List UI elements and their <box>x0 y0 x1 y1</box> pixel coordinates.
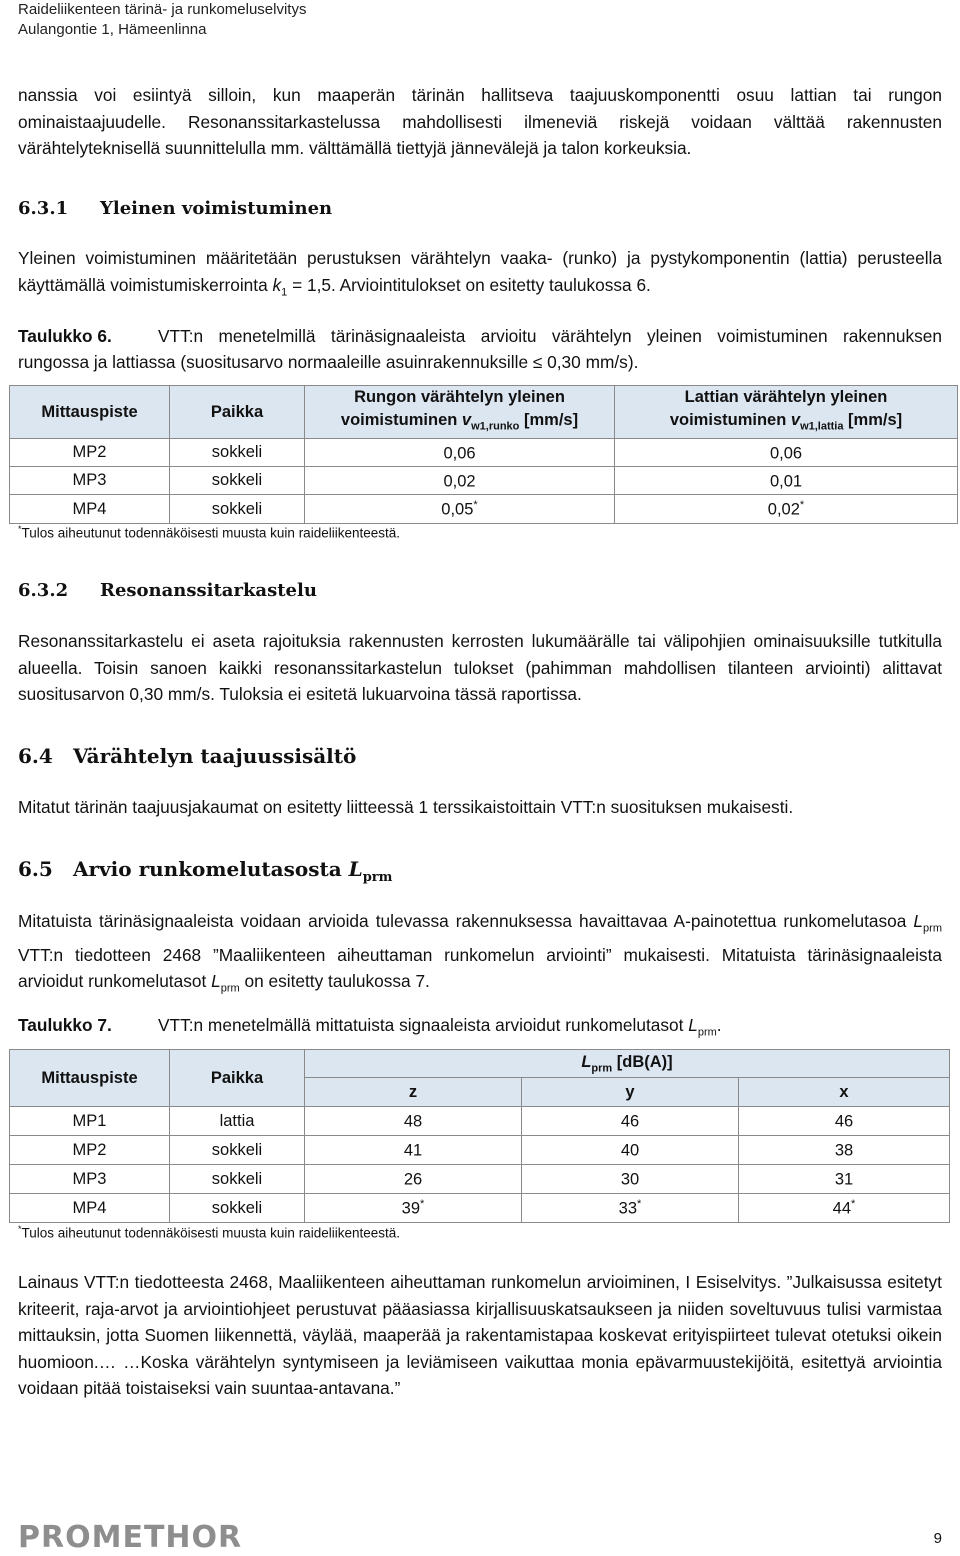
cell-x: 46 <box>739 1107 950 1136</box>
header-text: voimistuminen <box>340 411 462 429</box>
para-text: Yleinen voimistuminen määritetään perustuksen värähtelyn vaaka- (runko) ja pystykomponentin (lattia) perusteella käyttämällä voimistumiskerrointa <box>18 248 942 295</box>
cell-x: 38 <box>739 1136 950 1165</box>
section-number: 6.3.1 <box>18 198 69 219</box>
unit: [mm/s] <box>519 411 579 429</box>
cell-y: 40 <box>522 1136 739 1165</box>
table7-header-z: z <box>305 1078 522 1107</box>
table6 <box>9 385 958 524</box>
cell-y: 46 <box>522 1107 739 1136</box>
cell-place: lattia <box>170 1107 305 1136</box>
L-symbol: L <box>688 1015 698 1035</box>
table6-header-runko <box>305 386 615 439</box>
cell-runko: 0,02 <box>305 467 615 495</box>
cell-point: MP4 <box>10 1194 170 1223</box>
table7-caption-text: VTT:n menetelmällä mittatuista signaaleista arvioidut runkomelutasot <box>158 1015 689 1035</box>
cell-lattia: 0,02* <box>615 495 958 524</box>
k-subscript: 1 <box>281 285 288 298</box>
cell-z: 48 <box>305 1107 522 1136</box>
section-title: Värähtelyn taajuussisältö <box>73 744 357 768</box>
unit: [mm/s] <box>843 411 903 429</box>
caption-end: . <box>716 1015 722 1035</box>
table-row <box>10 495 958 524</box>
section-heading-6-4 <box>18 744 356 768</box>
table-row <box>10 467 958 495</box>
cell-x: 31 <box>739 1165 950 1194</box>
cell-place: sokkeli <box>170 467 305 495</box>
cell-runko: 0,06 <box>305 439 615 467</box>
cell-place: sokkeli <box>170 495 305 524</box>
header-title: Raideliikenteen tärinä- ja runkomeluselvitys <box>18 1 307 18</box>
unit: [dB(A)] <box>612 1052 673 1071</box>
section-number: 6.5 <box>18 857 53 881</box>
cell-place: sokkeli <box>170 1194 305 1223</box>
section-6-4-paragraph: Mitatut tärinän taajuusjakaumat on esitetty liitteessä 1 terssikaistoittain VTT:n suosituksen mukaisesti. <box>18 797 794 817</box>
table7-header-place: Paikka <box>170 1050 305 1107</box>
table7-header-point: Mittauspiste <box>10 1050 170 1107</box>
table6-caption <box>18 323 942 375</box>
v-subscript: w1,lattia <box>800 420 844 433</box>
cell-point: MP3 <box>10 467 170 495</box>
header-text: Rungon värähtelyn yleinen <box>354 388 565 406</box>
table6-header-point: Mittauspiste <box>10 386 170 439</box>
cell-x: 44* <box>739 1194 950 1223</box>
table-row <box>10 1194 950 1223</box>
section-heading-6-3-2 <box>18 580 317 601</box>
cell-y: 33* <box>522 1194 739 1223</box>
v-symbol: v <box>790 411 801 429</box>
table-row <box>10 1136 950 1165</box>
table7-label: Taulukko 7. <box>18 1015 112 1035</box>
L-subscript: prm <box>220 982 240 995</box>
quote-paragraph: Lainaus VTT:n tiedotteesta 2468, Maaliikenteen aiheuttaman runkomelun arvioiminen, I Esiselvitys. ”Julkaisussa esitetyt kriteerit, raja-arvot ja arviointiohjeet perustuvat pääasiassa kirjallisuuskatsaukseen ja niiden soveltuvuus tulisi varmistaa mittauksin, jotta Suomen liikennettä, väylää, maaperää ja rakentamistapaa koskevat erityispiirteet tulevat otetuksi oikein huomioon.… …Koska värähtelyn syntymiseen ja leviämiseen vaikuttaa monia epävarmuustekijöitä, esitettyä arviointia voidaan pitää toistaiseksi vain suuntaa-antavana.” <box>18 1272 942 1398</box>
section-title: Resonanssitarkastelu <box>100 580 317 601</box>
table-row <box>10 1107 950 1136</box>
section-title: Arvio runkomelutasosta <box>73 857 349 881</box>
section-6-3-2-paragraph: Resonanssitarkastelu ei aseta rajoituksia rakennusten kerrosten lukumäärälle tai välipohjien ominaisuuksille tutkitulla alueella. Toisin sanoen kaikki resonanssitarkastelun tulokset (pahimman mahdollisen tilanteen arviointi) alittavat suositusarvon 0,30 mm/s. Tuloksia ei esitetä lukuarvoina tässä raportissa. <box>18 631 942 704</box>
cell-point: MP2 <box>10 1136 170 1165</box>
table7-header-lprm <box>305 1050 950 1078</box>
table7-header-row <box>10 1050 950 1078</box>
section-number: 6.4 <box>18 744 53 768</box>
table6-header-lattia <box>615 386 958 439</box>
section-heading-6-3-1 <box>18 198 332 219</box>
footnote-text: Tulos aiheutunut todennäköisesti muusta kuin raideliikenteestä. <box>21 1225 400 1241</box>
L-subscript: prm <box>362 870 393 885</box>
table7-header-x: x <box>739 1078 950 1107</box>
L-subscript: prm <box>697 1026 717 1039</box>
cell-lattia: 0,01 <box>615 467 958 495</box>
cell-y: 30 <box>522 1165 739 1194</box>
cell-place: sokkeli <box>170 439 305 467</box>
cell-lattia: 0,06 <box>615 439 958 467</box>
table6-header-place: Paikka <box>170 386 305 439</box>
cell-z: 26 <box>305 1165 522 1194</box>
section-6-5-paragraph <box>18 908 942 1002</box>
table7-caption <box>18 1012 942 1045</box>
cell-place: sokkeli <box>170 1165 305 1194</box>
page-number: 9 <box>933 1530 942 1547</box>
L-symbol: L <box>913 911 924 931</box>
header-text: Lattian värähtelyn yleinen <box>684 388 888 406</box>
para-text: VTT:n tiedotteen 2468 ”Maaliikenteen aiheuttaman runkomelun arviointi” mukaisesti. Mitatuista tärinäsignaaleista arvioidut runkomelutasot <box>18 944 942 992</box>
cell-z: 39* <box>305 1194 522 1223</box>
section-number: 6.3.2 <box>18 580 69 601</box>
cell-runko: 0,05* <box>305 495 615 524</box>
header-text: voimistuminen <box>669 411 791 429</box>
table6-label: Taulukko 6. <box>18 326 112 346</box>
cell-point: MP2 <box>10 439 170 467</box>
L-symbol: L <box>348 857 363 881</box>
table6-caption-text: VTT:n menetelmillä tärinäsignaaleista arvioitu värähtelyn yleinen voimistuminen rakennuksen rungossa ja lattiassa (suositusarvo normaaleille asuinrakennuksille ≤ 0,30 mm/s). <box>18 326 942 372</box>
section-heading-6-5 <box>18 857 392 885</box>
cell-z: 41 <box>305 1136 522 1165</box>
cell-point: MP1 <box>10 1107 170 1136</box>
page-header <box>18 0 306 40</box>
table6-footnote <box>18 524 400 541</box>
cell-point: MP3 <box>10 1165 170 1194</box>
table7 <box>9 1049 950 1223</box>
L-symbol: L <box>211 971 221 992</box>
para-text: Mitatuista tärinäsignaaleista voidaan arvioida tulevassa rakennuksessa havaittavaa A-painotettua runkomelutasoa <box>18 911 914 931</box>
v-subscript: w1,runko <box>471 420 520 433</box>
cell-point: MP4 <box>10 495 170 524</box>
footnote-mark: * <box>18 1224 22 1234</box>
section-title: Yleinen voimistuminen <box>100 198 333 219</box>
header-address: Aulangontie 1, Hämeenlinna <box>18 21 207 38</box>
L-subscript: prm <box>591 1062 613 1075</box>
section-6-3-1-paragraph <box>18 245 942 305</box>
para-text: = 1,5. Arviointitulokset on esitetty taulukossa 6. <box>287 274 651 295</box>
table-row <box>10 1165 950 1194</box>
L-symbol: L <box>581 1052 592 1071</box>
cell-place: sokkeli <box>170 1136 305 1165</box>
footnote-mark: * <box>18 524 22 534</box>
v-symbol: v <box>461 411 472 429</box>
table-row <box>10 439 958 467</box>
intro-paragraph: nanssia voi esiintyä silloin, kun maaperän tärinän hallitseva taajuuskomponentti osuu lattian tai rungon ominaistaajuudelle. Resonanssitarkastelussa mahdollisesti ilmeneviä riskejä voidaan välttää rakennusten värähtelyteknisellä suunnittelulla mm. välttämällä tiettyjä jännevälejä ja talon korkeuksia. <box>18 85 942 158</box>
para-text: on esitetty taulukossa 7. <box>239 971 430 992</box>
table6-header-row <box>10 386 958 439</box>
table7-footnote <box>18 1224 400 1241</box>
footnote-text: Tulos aiheutunut todennäköisesti muusta kuin raideliikenteestä. <box>21 525 400 541</box>
L-subscript: prm <box>923 922 942 935</box>
promethor-logo: PROMETHOR <box>18 1520 243 1555</box>
k-symbol: k <box>272 274 282 295</box>
table7-header-y: y <box>522 1078 739 1107</box>
